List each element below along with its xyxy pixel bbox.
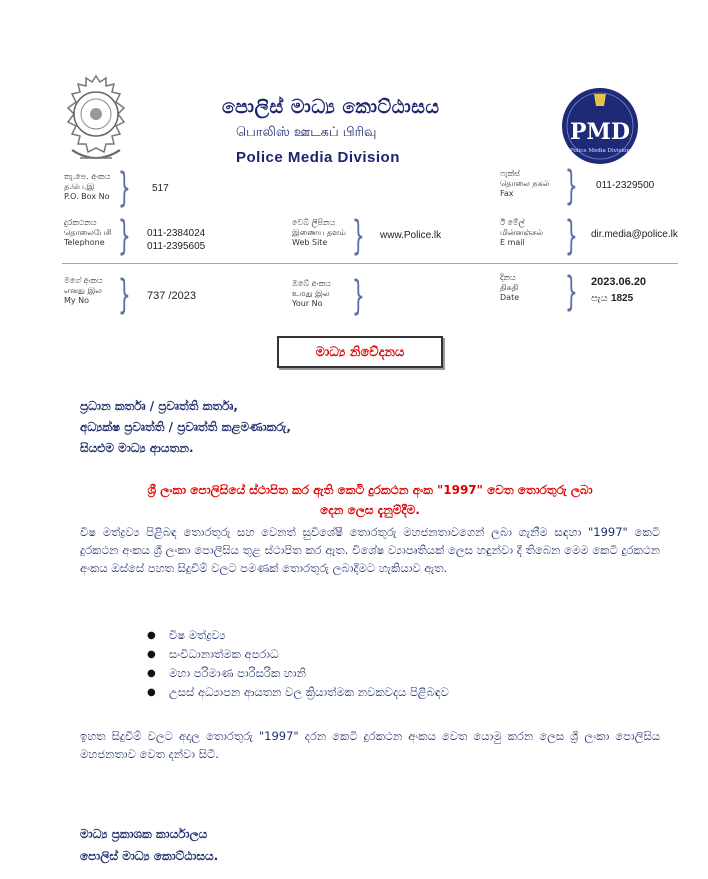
website-brace: } xyxy=(352,213,365,259)
signature xyxy=(80,823,218,867)
time-value: 1825 xyxy=(610,293,634,304)
email-value: dir.media@police.lk xyxy=(591,229,678,240)
paragraph-1: විෂ මත්ද්‍රව්‍ය පිළිබඳ තොරතුරු සහ වෙනත් සුවිශේෂී තොරතුරු මහජනතාවගෙන් ලබා ගැනීම සඳහා "1997" කෙටි දුරකථන අංකය ශ්‍රී ලංකා පොලිසිය තුළ ස්ථාපිත කර ඇත. විශේෂ ව්‍යාපෘතියක් ලෙස හඳුන්වා දී තිබෙන මෙම කෙටි දුරකථන අංකය ඔස්සේ පහත සිදුවීම් වලට පමණක් තොරතුරු ලබාදීමට හැකියාව ඇත. xyxy=(80,525,660,575)
fax-value: 011-2329500 xyxy=(596,180,655,191)
fax-brace: } xyxy=(565,163,578,209)
media-release-box xyxy=(277,336,443,368)
telephone-value-2: 011-2395605 xyxy=(147,241,206,252)
date-brace: } xyxy=(565,269,578,315)
bullet-item: ● විෂ මත්ද්‍රව්‍ය xyxy=(147,626,647,645)
header-rule xyxy=(62,263,678,264)
signature-line-1: මාධ්‍ය ප්‍රකාශක කාර්යාලය xyxy=(80,827,208,841)
subject-line-2: දෙන ලෙස දැනුම්දීම. xyxy=(320,503,420,517)
header-title-tamil: பொலிஸ் ஊடகப் பிரிவு xyxy=(236,125,377,140)
telephone-label: දුරකථනය தொலைபேசி Telephone xyxy=(64,218,112,247)
email-brace: } xyxy=(565,213,578,259)
police-emblem-logo xyxy=(60,72,132,168)
recipient-line: සියළුම මාධ්‍ය ආයතන. xyxy=(80,441,194,455)
header-title-english: Police Media Division xyxy=(236,149,400,166)
pmd-ring-text: Police Media Division xyxy=(569,148,631,154)
myno-label: මගේ අංකය எனது இல My No xyxy=(64,276,103,305)
bullet-list xyxy=(147,626,647,702)
pobox-brace: } xyxy=(118,165,131,211)
pmd-logo-text: PMD xyxy=(570,119,630,145)
pmd-logo xyxy=(560,86,640,166)
recipients xyxy=(80,396,291,459)
subject xyxy=(80,480,660,520)
website-value: www.Police.lk xyxy=(380,230,442,241)
pobox-value: 517 xyxy=(152,183,169,194)
bullet-item: ● උසස් අධ්‍යාපන ආයතන වල ක්‍රියාත්මක නවකවදය පිළිබඳව xyxy=(147,683,647,702)
media-release-title: මාධ්‍ය නිවේදනය xyxy=(315,344,405,360)
header-title-sinhala: පොලිස් මාධ්‍ය කොට්ඨාසය xyxy=(222,96,440,118)
email-label: ඊ මේල් மின்னஞ்சல் E mail xyxy=(500,218,544,247)
bullet-item: ● මහා පරිමාණ පාරිසරික හානි xyxy=(147,664,647,683)
time-row xyxy=(591,293,633,304)
time-label: පැය xyxy=(591,293,608,304)
yourno-brace: } xyxy=(352,273,365,319)
myno-value: 737 /2023 xyxy=(147,290,196,302)
yourno-label: ඔබේ අංකය உமது இல Your No xyxy=(292,279,331,308)
myno-brace: } xyxy=(118,272,131,318)
telephone-brace: } xyxy=(118,213,131,259)
date-label: දිනය திகதி Date xyxy=(500,273,520,302)
bullet-item: ● සංවිධානාත්මක අපරාධ xyxy=(147,645,647,664)
fax-label: ෆැක්ස් தொலை நகல் Fax xyxy=(500,169,550,198)
recipient-line: අධ්‍යක්ෂ ප්‍රවෘත්ති / ප්‍රවෘත්ති කළමණාකරු, xyxy=(80,420,291,434)
recipient-line: ප්‍රධාන කර්තෘ / ප්‍රවෘත්ති කර්තෘ, xyxy=(80,399,238,413)
telephone-value-1: 011-2384024 xyxy=(147,228,206,239)
date-value: 2023.06.20 xyxy=(591,276,647,288)
pobox-label: තැ.පෙ. අංකය த.பெ.இ P.O. Box No xyxy=(64,172,111,201)
signature-line-2: පොලිස් මාධ්‍ය කොට්ඨාසය. xyxy=(80,849,219,863)
website-label: වෙබ් ලිපිනය இணைய தளம் Web Site xyxy=(292,218,346,247)
subject-line-1: ශ්‍රී ලංකා පොලිසියේ ස්ථාපිත කර ඇති කෙටි දුරකථන අංක "1997" වෙත තොරතුරු ලබා xyxy=(147,483,593,497)
paragraph-2: ඉහත සිදුවීම් වලට අදාල තොරතුරු "1997" දරන කෙටි දුරකථන අංකය වෙත යොමු කරන ලෙස ශ්‍රී ලංකා පොලිසිය මහජනතාව වෙත දන්වා සිටී. xyxy=(80,729,660,761)
